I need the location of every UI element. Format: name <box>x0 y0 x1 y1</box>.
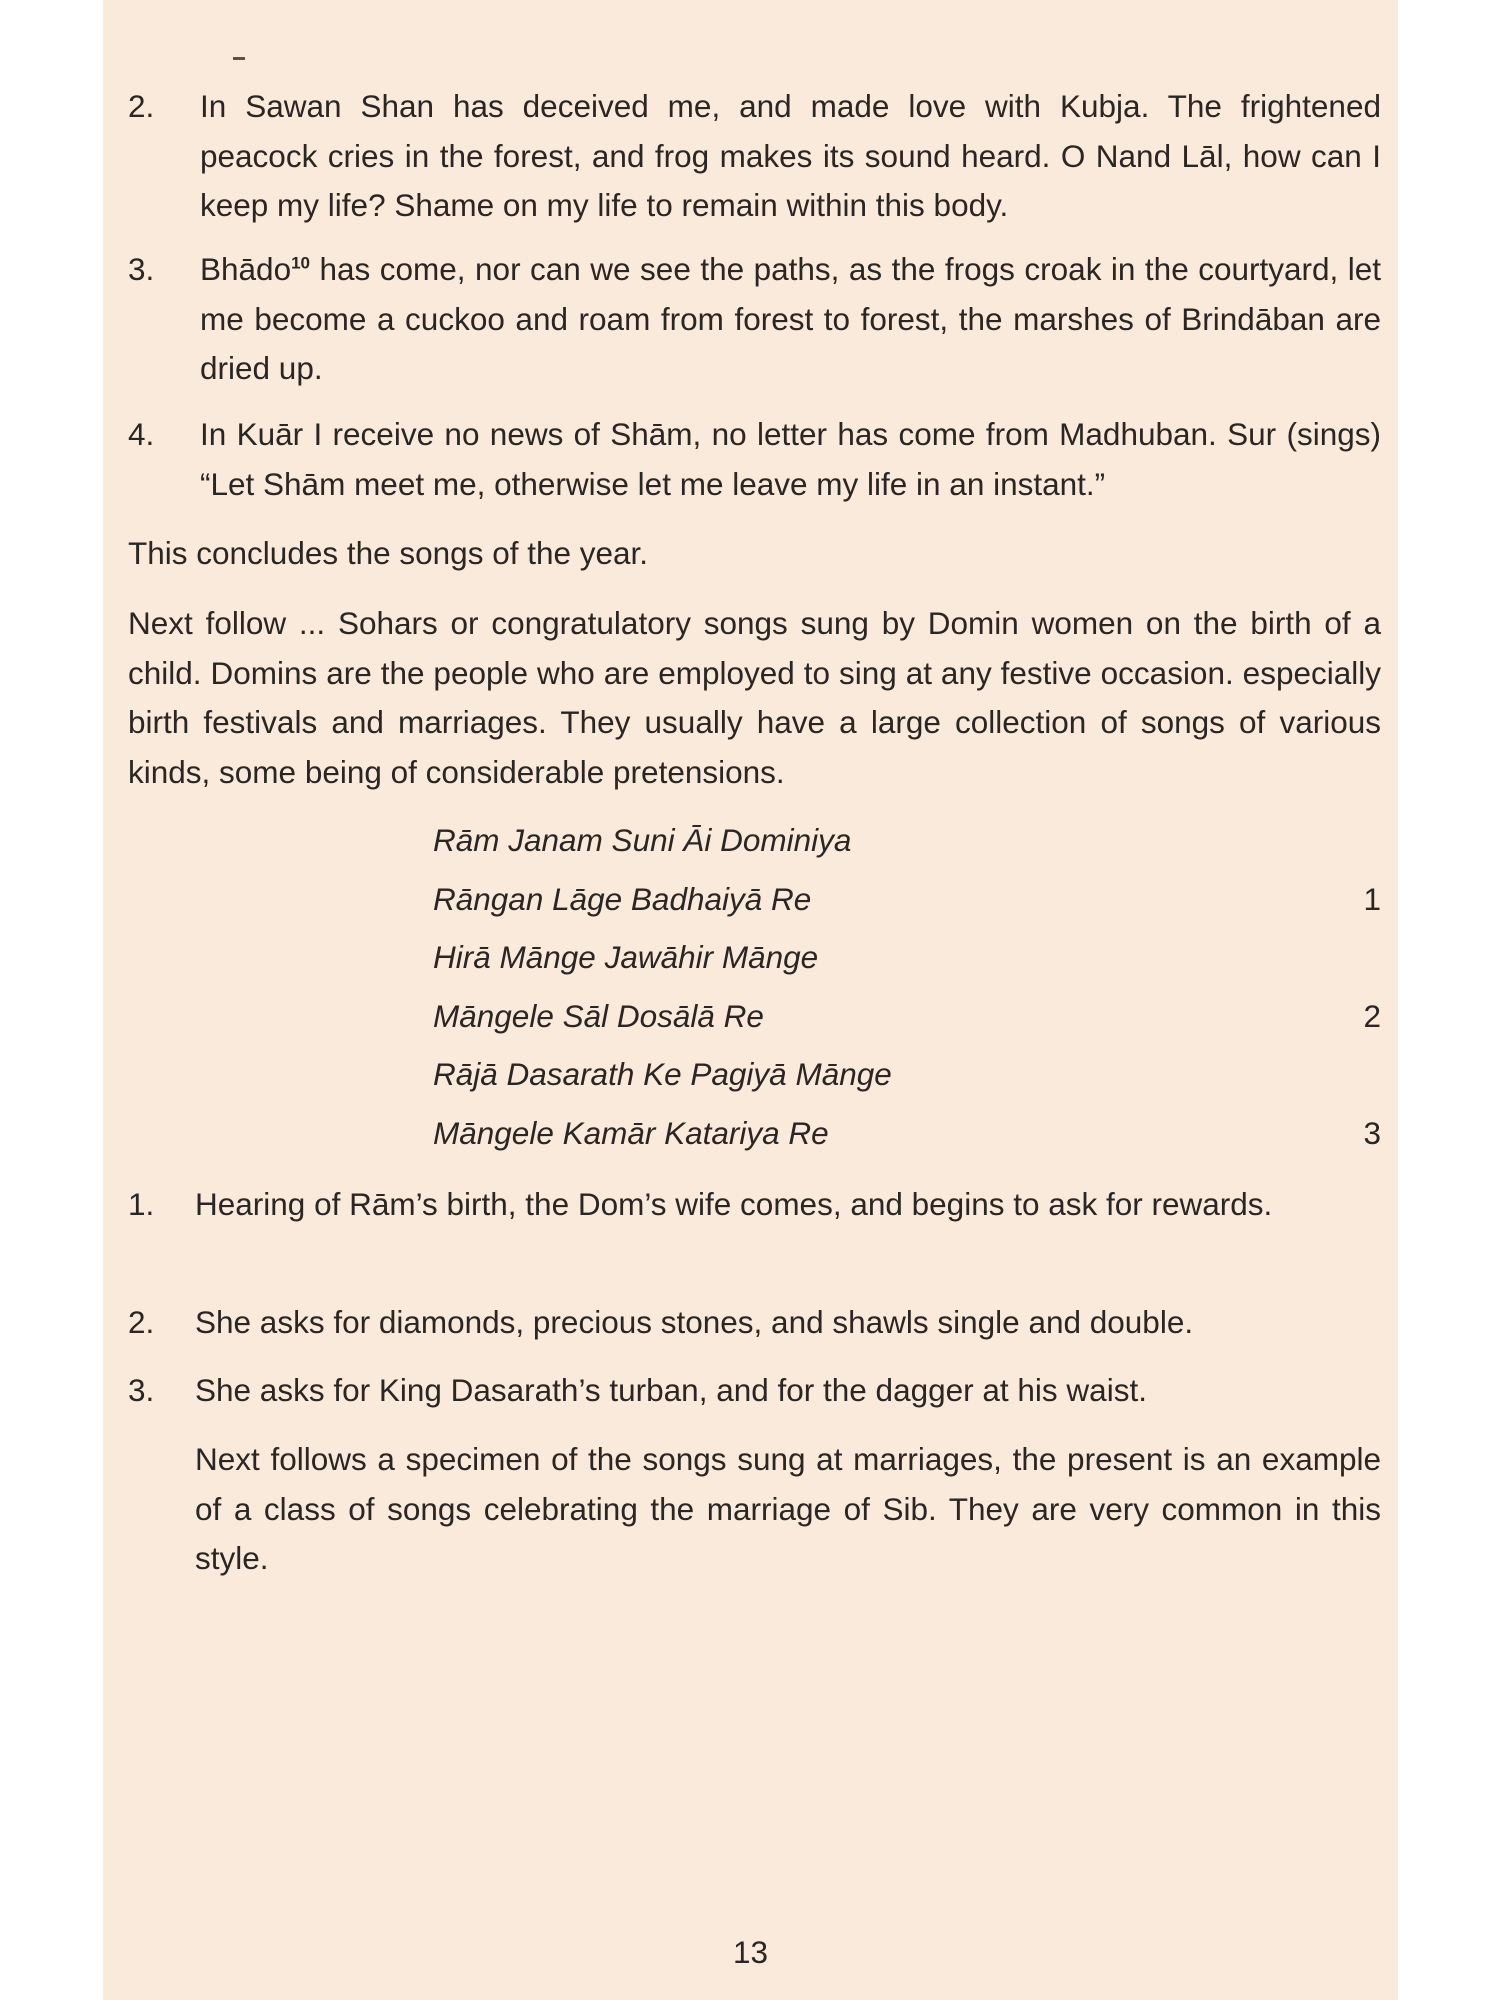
item-text: Hearing of Rām’s birth, the Dom’s wife comes, and begins to ask for rewards. <box>195 1186 1273 1222</box>
item-number: 2. <box>128 1304 155 1340</box>
verse-text: Māngele Kamār Katariya Re <box>433 1115 829 1151</box>
intro-paragraph: Next follow ... Sohars or congratulatory songs sung by Domin women on the birth of a child. Domins are the people who are employed to sing at any festive occasion. especially birth festivals and marriages. They usually have a large collection of songs of various kinds, some being of considerable pretensions. <box>128 605 1381 790</box>
verse-number: 2 <box>1363 998 1381 1034</box>
book-page <box>103 0 1398 2000</box>
item-text-rest: has come, nor can we see the paths, as the frogs croak in the courtyard, let me become a cuckoo and roam from forest to forest, the marshes of Brindāban are dried up. <box>200 251 1381 386</box>
conclusion-paragraph: This concludes the songs of the year. <box>128 535 649 571</box>
verse-text: Rājā Dasarath Ke Pagiyā Mānge <box>433 1056 892 1092</box>
item-text: In Sawan Shan has deceived me, and made love with Kubja. The frightened peacock cries in the forest, and frog makes its sound heard. O Nand Lāl, how can I keep my life? Shame on my life to remain within this body. <box>200 88 1381 223</box>
verse-text: Rāngan Lāge Badhaiyā Re <box>433 881 812 917</box>
item-number: 3. <box>128 1372 155 1408</box>
item-number: 1. <box>128 1186 155 1222</box>
item-text: She asks for diamonds, precious stones, and shawls single and double. <box>195 1304 1194 1340</box>
page-number: 13 <box>732 1934 769 1970</box>
item-text: She asks for King Dasarath’s turban, and for the dagger at his waist. <box>195 1372 1147 1408</box>
item-number: 4. <box>128 416 155 452</box>
list-item <box>128 1180 1381 1230</box>
closing-paragraph: Next follows a specimen of the songs sung at marriages, the present is an example of a class of songs celebrating the marriage of Sib. They are very common in this style. <box>195 1441 1381 1576</box>
item-text: In Kuār I receive no news of Shām, no letter has come from Madhuban. Sur (sings) “Let Shām meet me, otherwise let me leave my life in an instant.” <box>200 416 1381 502</box>
item-text <box>200 245 1381 394</box>
verse-text: Māngele Sāl Dosālā Re <box>433 998 764 1034</box>
verse-number: 3 <box>1363 1115 1381 1151</box>
list-item <box>128 1298 1381 1348</box>
list-item <box>128 410 1381 509</box>
item-number: 2. <box>128 88 155 124</box>
list-item <box>128 245 1381 394</box>
verse-number: 1 <box>1363 881 1381 917</box>
verse-text: Hirā Mānge Jawāhir Mānge <box>433 939 819 975</box>
list-item <box>128 1366 1381 1416</box>
footnote-marker: 10 <box>291 253 311 273</box>
item-text-start: Bhādo <box>200 251 292 287</box>
list-item <box>128 82 1381 231</box>
stray-mark <box>233 57 245 60</box>
verse-text: Rām Janam Suni Āi Dominiya <box>433 822 852 858</box>
item-number: 3. <box>128 251 155 287</box>
